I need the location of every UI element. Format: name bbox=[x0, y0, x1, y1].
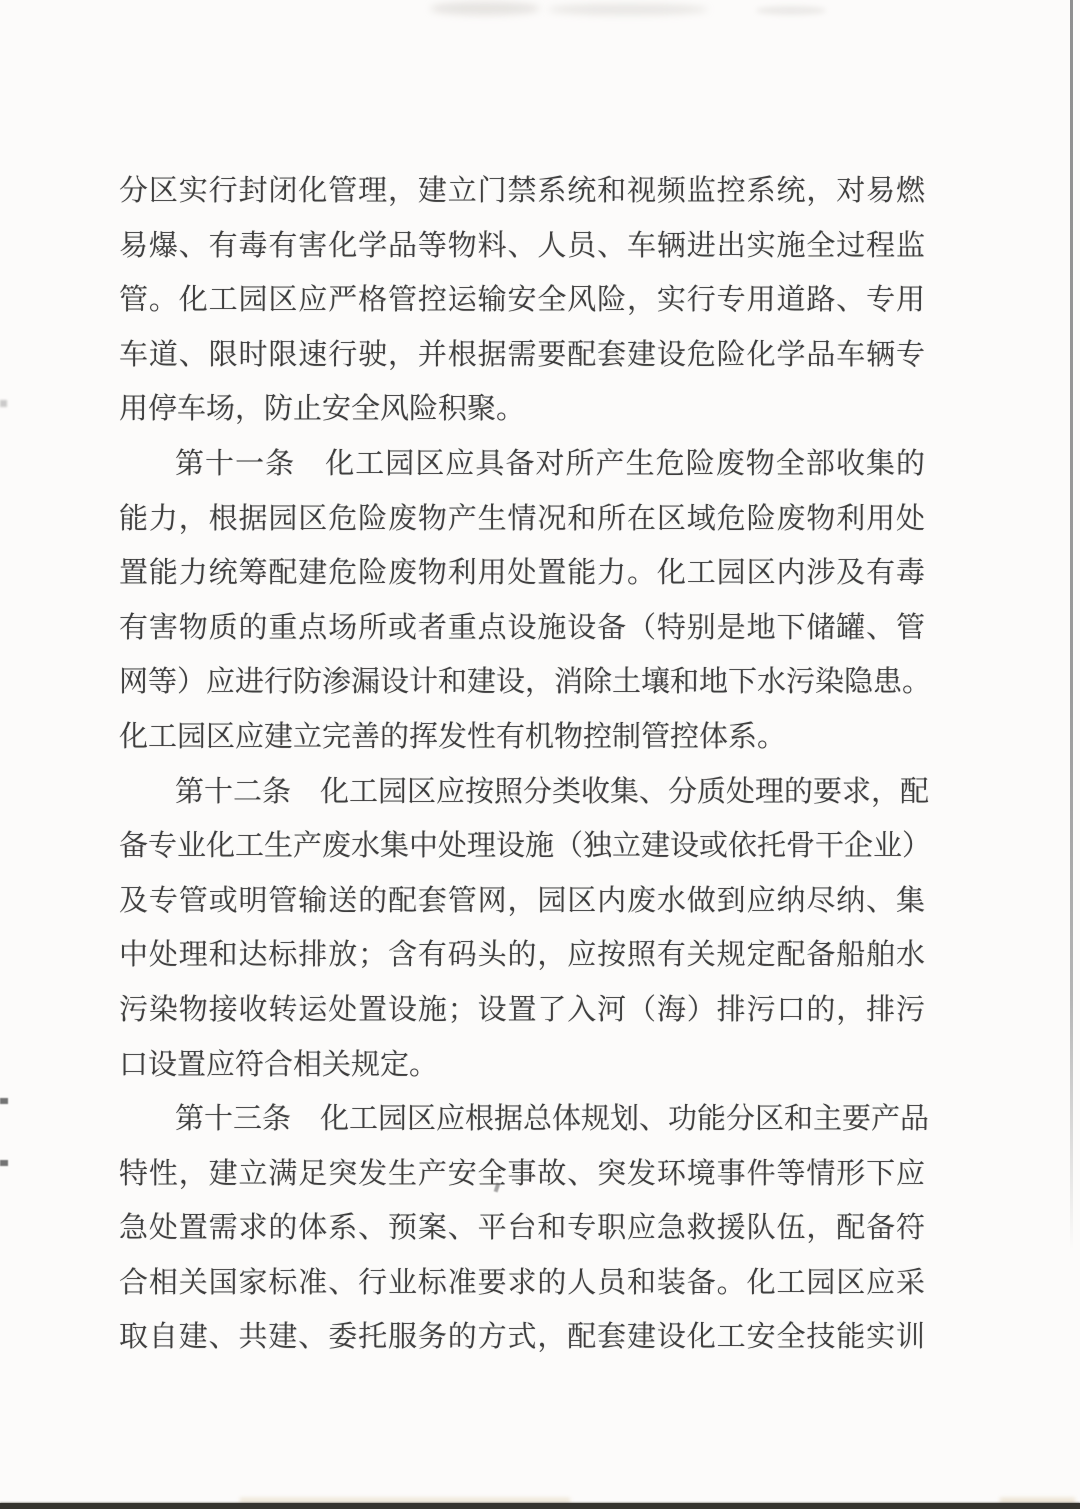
top-scan-smudge bbox=[548, 4, 708, 15]
text-line: 能力，根据园区危险废物产生情况和所在区域危险废物利用处 bbox=[119, 502, 925, 535]
paragraph-article-13 bbox=[119, 1092, 930, 1365]
text-line: 第十一条 化工园区应具备对所产生危险废物全部收集的 bbox=[175, 447, 925, 480]
text-line: 第十三条 化工园区应根据总体规划、功能分区和主要产品 bbox=[175, 1103, 930, 1136]
text-line: 分区实行封闭化管理，建立门禁系统和视频监控系统，对易燃 bbox=[119, 175, 925, 207]
top-scan-smudge bbox=[430, 2, 540, 15]
left-edge-mark bbox=[0, 1160, 8, 1166]
text-line: 有害物质的重点场所或者重点设施设备（特别是地下储罐、管 bbox=[119, 611, 925, 644]
paragraph-article-11 bbox=[119, 437, 932, 765]
text-line: 易爆、有毒有害化学品等物料、人员、车辆进出实施全过程监 bbox=[119, 229, 925, 262]
right-scan-edge-line bbox=[1070, 0, 1073, 1250]
text-line: 网等）应进行防渗漏设计和建设，消除土壤和地下水污染隐患。 bbox=[119, 666, 932, 699]
text-line: 特性，建立满足突发生产安全事故、突发环境事件等情形下应 bbox=[119, 1157, 925, 1190]
text-line: 及专管或明管输送的配套管网，园区内废水做到应纳尽纳、集 bbox=[119, 884, 925, 917]
paragraph-continuation bbox=[119, 164, 925, 437]
text-line: 化工园区应建立完善的挥发性有机物控制管控体系。 bbox=[119, 720, 787, 753]
text-line: 管。化工园区应严格管控运输安全风险，实行专用道路、专用 bbox=[119, 284, 925, 317]
text-line: 第十二条 化工园区应按照分类收集、分质处理的要求，配 bbox=[175, 775, 930, 808]
text-line: 用停车场，防止安全风险积聚。 bbox=[119, 393, 526, 426]
text-line: 中处理和达标排放；含有码头的，应按照有关规定配备船舶水 bbox=[119, 939, 925, 972]
top-scan-smudge bbox=[756, 6, 826, 15]
left-edge-mark bbox=[0, 1098, 8, 1104]
text-line: 污染物接收转运处置设施；设置了入河（海）排污口的，排污 bbox=[119, 993, 925, 1026]
text-line: 置能力统筹配建危险废物利用处置能力。化工园区内涉及有毒 bbox=[119, 557, 925, 590]
text-line: 备专业化工生产废水集中处理设施（独立建设或依托骨干企业） bbox=[119, 830, 932, 863]
text-line: 急处置需求的体系、预案、平台和专职应急救援队伍，配备符 bbox=[119, 1212, 925, 1245]
text-line: 口设置应符合相关规定。 bbox=[119, 1048, 439, 1081]
text-line: 取自建、共建、委托服务的方式，配套建设化工安全技能实训 bbox=[119, 1321, 925, 1354]
paragraph-article-12 bbox=[119, 765, 932, 1093]
text-line: 车道、限时限速行驶，并根据需要配套建设危险化学品车辆专 bbox=[119, 338, 925, 371]
bottom-scan-edge bbox=[0, 1503, 1080, 1509]
document-text-block bbox=[119, 164, 932, 1365]
left-edge-mark bbox=[0, 400, 7, 407]
text-line: 合相关国家标准、行业标准要求的人员和装备。化工园区应采 bbox=[119, 1266, 925, 1299]
